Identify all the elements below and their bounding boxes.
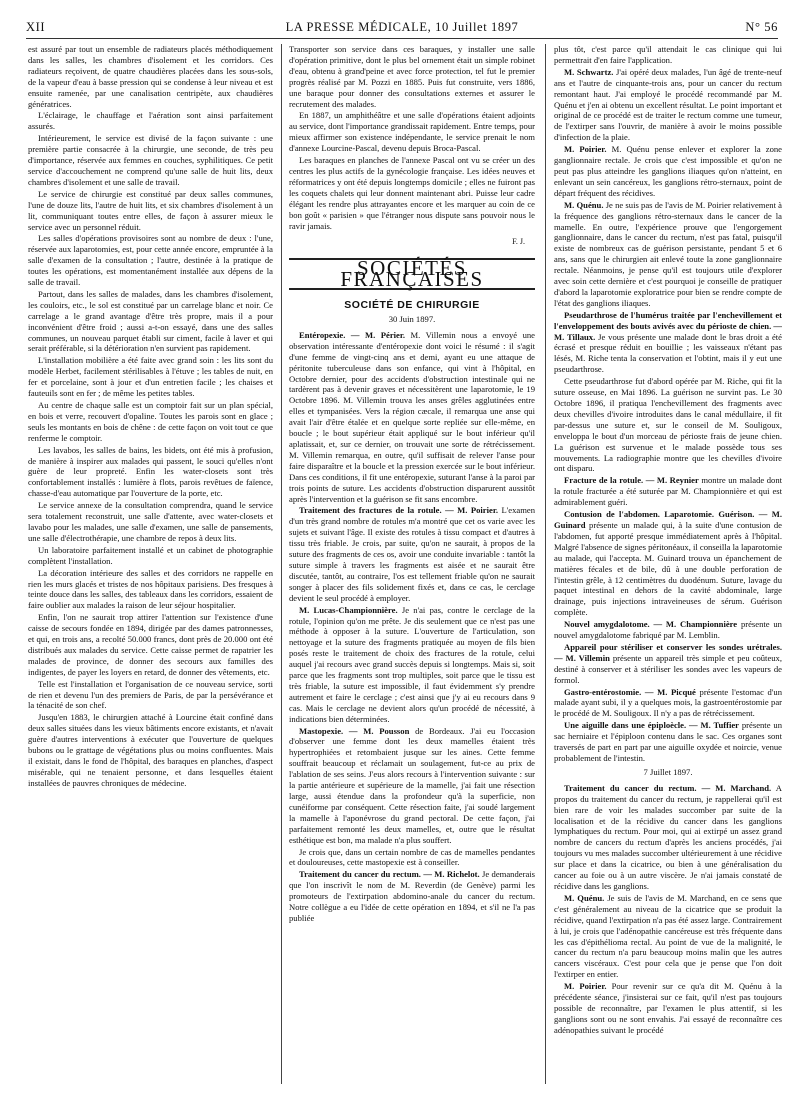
- report-paragraph: [289, 505, 535, 603]
- page-label: XII: [26, 20, 46, 34]
- report-heading: Traitement des fractures de la rotule. — M. Poirier.: [299, 505, 498, 516]
- society-reports: [554, 783, 782, 1036]
- page-header: [26, 16, 778, 39]
- paragraph: Au centre de chaque salle est un comptoir fait sur un plan spécial, en bois et verre, recouvert d'opaline. Toutes les parois sont en glace ; seuls les montants en bois de chêne : de cette façon on voit tout ce que renferme le comptoir.: [28, 400, 273, 443]
- report-heading: Appareil pour stériliser et conserver les sondes urétrales. — M. Villemin: [554, 641, 782, 663]
- report-paragraph: [289, 330, 535, 505]
- report-text: présente un appareil très simple et peu coûteux, destiné à conserver et à stériliser les sondes avec les vapeurs de formol.: [554, 652, 782, 685]
- report-heading: Contusion de l'abdomen. Laparotomie. Guérison. — M. Guinard: [554, 509, 782, 530]
- report-heading: M. Lucas-Championnière.: [299, 604, 398, 615]
- paragraph: Un laboratoire parfaitement installé et un cabinet de photographie complètent l'installation.: [28, 544, 273, 566]
- column-right: [554, 44, 782, 1084]
- report-paragraph: [289, 726, 535, 846]
- column-rule: [545, 44, 546, 1084]
- report-text: A propos du traitement du cancer du rectum, je rappellerai qu'il est bien rare de voir les malades succomber par suite de la localisation et de la récidive du cancer dans les ganglions lymphatiques du rectum. Pour moi, qui ai extirpé un assez grand nombre de cancers du rectum d'après les anciens procédés, j'ai toujours vu mes malades succomber ultérieurement à une récidive sur place et dans la cicatrice, ou bien à une généralisation du cancer au foie ou à un autre viscère. Je n'ai jamais constaté de récidive dans les ganglions.: [554, 782, 782, 891]
- paragraph: Transporter son service dans ces baraques, y installer une salle d'opération primitive, dont le plus bel ornement était un simple robinet d'eau, obtenu à grand'peine et avec force protection, tel fut le premier progrès réalisé par M. Pozzi en 1885. Puis fut construite, vers 1886, une baraque pour donner des consultations externes et assurer le recrutement des malades.: [289, 44, 535, 109]
- society-reports: [289, 330, 535, 924]
- report-paragraph: [554, 783, 782, 892]
- report-paragraph: [554, 619, 782, 641]
- article-continuation: [289, 44, 535, 231]
- report-heading: Pseudarthrose de l'humérus traitée par l'enchevillement et l'enveloppement des bouts avivés avec du périoste de chien. — M. Tillaux.: [554, 309, 782, 342]
- issue-number: N° 56: [745, 20, 778, 34]
- report-heading: Nouvel amygdalotome. — M. Championnière: [564, 619, 738, 630]
- report-paragraph: [554, 310, 782, 375]
- society-title: SOCIÉTÉ DE CHIRURGIE: [344, 299, 480, 312]
- column-rule: [281, 44, 282, 1084]
- section-title: SOCIÉTÉS FRANÇAISES: [289, 258, 535, 290]
- report-heading: Entéropexie. — M. Périer.: [299, 329, 406, 340]
- report-text: présente un nouvel amygdalotome fabriqué par M. Lemblin.: [554, 619, 782, 641]
- report-paragraph: [554, 642, 782, 686]
- report-paragraph: [289, 605, 535, 725]
- report-paragraph: [289, 869, 535, 924]
- report-text: J'ai opéré deux malades, l'un âgé de trente-neuf ans et l'autre de cinquante-trois ans, pour un cancer du rectum remontant haut. J'ai employé le procédé recommandé par M. Quénu et j'en ai obtenu un excellent résultat. Le point important et original de ce procédé est de traiter le rectum comme une tumeur, de l'extirper sans l'ouvrir, de manière à avoir le moins possible d'infection de la plaie.: [554, 66, 782, 143]
- report-text: présente l'estomac d'un malade ayant subi, il y a quelques mois, la gastroentérostomie par le procédé de M. Souligoux. Il n'y a pas de rétrécissement.: [554, 686, 782, 719]
- report-heading: Mastopexie. — M. Pousson: [299, 725, 410, 736]
- author-signature: F. J.: [512, 237, 525, 247]
- report-paragraph: [554, 67, 782, 143]
- report-heading: Traitement du cancer du rectum. — M. Marchand.: [564, 782, 772, 793]
- paragraph: La décoration intérieure des salles et des corridors ne rappelle en rien les murs glacés et tristes de nos hôpitaux parisiens. Des fresques à teinte douce dans les salles, des tableaux dans les corridors, essaient de faire oublier aux malades la raison de leur séjour hospitalier.: [28, 567, 273, 611]
- paragraph: Les salles d'opérations provisoires sont au nombre de deux : l'une, réservée aux laparotomies, est, pour cette année encore, empruntée à la salle d'examen de la consultation ; l'autre, destinée à la pratique de toutes les opérations, est momentanément installée aux dépens de la salle de travail.: [28, 233, 273, 288]
- paragraph: Le service de chirurgie est constitué par deux salles communes, l'une de douze lits, l'autre de huit lits, et six chambres d'isolement à un lit, communiquant toutes entre elles, de façon à assurer mieux le service avec un personnel réduit.: [28, 188, 273, 232]
- report-text: présente un sac herniaire et l'épiploon contenu dans le sac. Ces organes sont traversés de part en part par une aiguille oxydée et noircie, venue probablement de l'intestin.: [554, 720, 782, 763]
- report-text: Pour revenir sur ce qu'a dit M. Quénu à la précédente séance, j'insisterai sur ce fait, qu'il n'est pas toujours possible de reconnaître, par l'examen le plus attentif, si les ganglions sont ou ne sont envahis. J'ai essayé de reconnaître ces adénopathies suivant le procédé: [554, 981, 782, 1035]
- report-heading: M. Poirier.: [564, 981, 607, 992]
- paragraph: Intérieurement, le service est divisé de la façon suivante : une première partie consacrée à la chirurgie, une seconde, de très peu d'importance, réservée aux femmes en couches, syphilitiques. Ce petit service d'accouchement ne comprend qu'une salle de huit lits, deux chambres d'isolement et une salle de travail.: [28, 133, 273, 187]
- report-paragraph: [554, 376, 782, 474]
- report-paragraph: [554, 981, 782, 1036]
- paragraph: Le service annexe de la consultation comprendra, quand le service sera totalement reconstruit, une salle d'attente, avec water-closets et lavabo pour les malades, une salle d'examen, une salle de pansements, une salle d'électrothérapie, une chambre de repos à deux lits.: [28, 500, 273, 543]
- column-middle: [289, 44, 535, 1084]
- report-text: Cette pseudarthrose fut d'abord opérée par M. Riche, qui fit la suture osseuse, en Mai 1896. La guérison ne survint pas. Le 30 Octobre 1896, il pratiqua l'enchevillement des fragments avec deux chevilles d'ivoire introduites dans le canal médullaire, il fit par-dessus une suture et, sur le conseil de M. Souligoux, enveloppa le bout d'un morceau de périoste frais de jeune chien. La guérison est survenue et le malade possède tous ses mouvements. La radiographie montre que les chevilles d'ivoire ont disparu.: [554, 376, 782, 474]
- report-heading: M. Quénu.: [564, 892, 605, 903]
- report-heading: M. Quénu.: [564, 199, 604, 210]
- society-reports: [554, 44, 782, 764]
- report-paragraph: [554, 475, 782, 508]
- journal-title: LA PRESSE MÉDICALE, 10 Juillet 1897: [285, 20, 519, 34]
- report-paragraph: [554, 509, 782, 618]
- report-text: Je vous présente une malade dont le bras droit a été écrasé et presque réduit en bouillie ; les vaisseaux n'étant pas lésés, M. Riche tenta la conservation et l'obtint, mais il y eut une pseudarthrose.: [554, 331, 782, 375]
- report-heading: Traitement du cancer du rectum. — M. Richelot.: [299, 869, 480, 880]
- report-text: M. Quénu pense enlever et explorer la zone ganglionnaire rectale. Je crois que c'est impossible et qu'on ne peut pas plus atteindre les ganglions iliaques qu'on n'atteint, en enlevant un sein cancéreux, les ganglions rétro-sternaux, point de départ fréquent des récidives.: [554, 144, 782, 198]
- report-text: plus tôt, c'est parce qu'il attendait le cas clinique qui lui permettrait d'en faire l'application.: [554, 44, 782, 65]
- report-paragraph: [554, 893, 782, 980]
- session-date: 30 Juin 1897.: [388, 314, 436, 325]
- paragraph: Enfin, l'on ne saurait trop attirer l'attention sur l'existence d'une caisse de secours fondée en 1894, dirigée par des dames patronnesses, et qui, en trois ans, a recolté 50.000 francs, dont près de 20.000 ont été distribués aux malades du service. Cette caisse permet de rapatrier les malades de province, de donner des secours aux familles des indigentes, de payer les loyers en retard, de donner des vêtements, etc.: [28, 612, 273, 677]
- report-text: Je demanderais que l'on inscrivît le nom de M. Reverdin (de Genève) parmi les promoteurs de l'extirpation abdomino-anale du cancer du rectum. Notre collègue a eu l'idée de cette opération en 1894, et s'il ne l'a pas publiée: [289, 869, 535, 923]
- report-text: Je crois que, dans un certain nombre de cas de mamelles pendantes et douloureuses, cette mastopexie est à conseiller.: [289, 846, 535, 868]
- paragraph: L'éclairage, le chauffage et l'aération sont ainsi parfaitement assurés.: [28, 110, 273, 132]
- report-paragraph: [554, 687, 782, 720]
- column-left: [28, 44, 273, 1084]
- report-text: M. Villemin nous a envoyé une observation intéressante d'entéropexie dont voici le résumé : il s'agit d'une femme de vingt-cinq ans et demi, ayant eu une attaque de péritonite tuberculeuse dans son enfance, qui vint à l'hôpital, en Octobre dernier, pour des accidents d'obstruction intestinale qui ne tardèrent pas à devenir graves et nécessitèrent une laparotomie, le 19 Octobre 1896. M. Villemin trouva les anses grêles agglutinées entre elles et tympanisées. Vers la région cæcale, il remarqua une anse qui avait l'air d'être étalée et en quelque sorte repliée sur elle-même, en boucle ; le bout supérieur était appliqué sur le bout inférieur qu'il aplatissait, et, sur ce dernier, on trouvait une sorte de rétrécissement. M. Villemin remarqua, en outre, qu'il suffisait de relever l'anse pour faire disparaître et la boucle et la pression exercée sur le bout inférieur. Dans ces conditions, il fit une entéropexie, suturant l'anse à la paroi par trois points de suture. Les accidents d'obstruction disparurent aussitôt après l'intervention et la guérison se fit sans encombre.: [289, 329, 535, 504]
- report-paragraph: [554, 200, 782, 309]
- report-heading: M. Schwartz.: [564, 66, 614, 77]
- report-text: Je ne suis pas de l'avis de M. Poirier relativement à la fréquence des ganglions rétro-sternaux dans le cancer de la mamelle. En outre, l'expérience prouve que l'engorgement ganglionnaire, dans le cancer du rectum, n'est pas fatal, puisqu'il existe de nombreux cas de guérison persistante, pendant 5 et 6 ans, sans que le chirurgien ait enlevé toute la zone ganglionnaire rectale. Néanmoins, je pense qu'il est toujours utile d'explorer avec soin cette dernière et c'est pourquoi je conseille de pratiquer d'abord la laparotomie exploratrice pour bien se rendre compte de l'état des ganglions iliaques.: [554, 199, 782, 308]
- report-text: montre un malade dont la rotule fracturée a été suturée par M. Championnière et qui est admirablement guéri.: [554, 475, 782, 508]
- report-heading: M. Poirier.: [564, 144, 607, 155]
- paragraph: Les lavabos, les salles de bains, les bidets, ont été mis à profusion, de manière à inspirer aux malades qui passent, le souci qu'elles n'ont guère de leur propreté. Enfin les water-closets sont très confortablement installés : lumière à flots, parois revêtues de faïence, chasse-d'eau automatique par l'ouverture de la porte, etc.: [28, 444, 273, 499]
- report-text: présente un malade qui, à la suite d'une contusion de l'abdomen, fut apporté presque immédiatement après à l'hôpital. Malgré l'absence de signes péritonéaux, il conseilla la laparotomie au malade, qui l'accepta. M. Guinard trouva un épanchement de matières fécales et de bile, dû à une double perforation de l'intestin grêle, à 12 centimètres du duodénum. Suture, lavage du paquet intestinal en dehors de la cavité abdominale, large drainage, puis injections intraveineuses de sérum. Guérison complète.: [554, 519, 782, 618]
- paragraph: Les baraques en planches de l'annexe Pascal ont vu se créer un des centres les plus actifs de la gynécologie française. Les idées neuves et réformatrices y ont été depuis longtemps domicile ; elles ne fuiront pas les coquets chalets qui leur donnent maintenant abri. Puisse leur cadre élégant les rendre plus attrayantes encore et les marquer au coin de ce bon goût « parisien » que l'étranger nous dispute sans pouvoir nous le ravir jamais.: [289, 155, 535, 231]
- report-paragraph: [554, 144, 782, 199]
- report-heading: Une aiguille dans une épiploècle. — M. Tuffier: [564, 720, 739, 731]
- report-paragraph: [554, 44, 782, 66]
- paragraph: Jusqu'en 1883, le chirurgien attaché à Lourcine était confiné dans deux salles situées dans les vieux bâtiments encore existants, et n'avait guère d'autres interventions à exécuter que l'ouverture de quelques bubons ou le grattage de végétations plus ou moins confluentes. Mais il existait, dans le fond de l'hôpital, des baraques en planches, d'aspect misérable, qui ne tenaient personne, et dans lesquelles étaient installées de pauvres chroniques de médecine.: [28, 712, 273, 788]
- paragraph: Partout, dans les salles de malades, dans les chambres d'isolement, les couloirs, etc., le sol est constitué par un carrelage blanc et noir. Ce carrelage a le grand avantage d'être très propre, mais il a pour inconvénient d'être froid ; aussi a-t-on essayé, dans une des salles communes, un nouveau parquet établi sur ciment, facile à laver et qui serait préférable, si la détérioration n'en survient pas rapidement.: [28, 288, 273, 354]
- report-text: Je n'ai pas, contre le cerclage de la rotule, l'opinion qu'on me prête. Je dis seulement que ce n'est pas une méthode à opposer à la suture. L'ouverture de l'articulation, son nettoyage et la suture des fragments pratiquée au moyen de fils bien posés reste le traitement de choix des fractures de la rotule, celui auquel j'ai recours avec grand succès depuis si longtemps. Mais si, soit parce que les fragments sont trop multiples, soit parce que le tissu est très friable, la suture est impossible, il faut évidemment s'y prendre autrement et faire le cerclage ; c'est ainsi que j'y ai eu recours dans 9 cas. Mais le cerclage ne devient alors qu'un procédé de nécessité, à indications bien déterminées.: [289, 604, 535, 724]
- report-text: Je suis de l'avis de M. Marchand, en ce sens que c'est généralement au niveau de la cicatrice que se produit la récidive, quand l'extirpation n'a pas été assez large. Contrairement à lui, je crois que l'adénopathie cancéreuse est très fréquente dans les cas d'épithélioma rectal. Au point de vue de la malignité, le cancer du rectum n'a paru beaucoup moins malin que les autres cancers viscéraux. C'est pour cela que je pense que l'on doit l'extirper en entier.: [554, 892, 782, 980]
- report-paragraph: [554, 720, 782, 764]
- paragraph: Telle est l'installation et l'organisation de ce nouveau service, sorti de rien et devenu l'un des premiers de Paris, de par la persévérance et la ténacité de son chef.: [28, 678, 273, 711]
- report-text: de Bordeaux. J'ai eu l'occasion d'observer une femme dont les deux mamelles étaient très hypertrophiées et retombaient jusque sur les aines. Cette femme souffrait beaucoup et réclamait un soulagement, fut-ce au prix de l'ablation de ses seins. J'eus alors recours à l'intervention suivante : sur la partie antérieure et supérieure de la mamelle, j'ai fait une résection large, aussi étendue dans la profondeur qu'à la superficie, non cunéiforme par conséquent. Cette résection faite, j'ai soudé largement la mamelle à l'aponévrose du grand pectoral. De cette façon, j'ai parfaitement remonté les deux mamelles, et, outre que le résultat esthétique est bon, ma malade n'a plus souffert.: [289, 725, 535, 845]
- report-heading: Gastro-entérostomie. — M. Picqué: [564, 686, 696, 697]
- paragraph: est assuré par tout un ensemble de radiateurs placés méthodiquement dans les salles, les chambres d'isolement et les corridors. Ces radiateurs reçoivent, de quatre chaudières placées dans les sous-sols, de la vapeur d'eau à basse pression qui se condense à leur niveau et est ensuite ramenée, par une canalisation centripète, aux chaudières génératrices.: [28, 44, 273, 109]
- report-heading: Fracture de la rotule. — M. Reynier: [564, 475, 699, 486]
- report-text: L'examen d'un très grand nombre de rotules m'a montré que cet os varie avec les sujets et suivant l'âge. Il existe des rotules à tissu compact et d'autres à tissu très friable. Je crois, par suite, qu'on ne saurait, à propos de la suture des fragments de ces os, avoir une conduite invariable : tantôt la suture simple à travers les fragments est aisée et ne saurait être discutée, tantôt, au contraire, l'os est tellement friable qu'on ne saurait songer à placer des fils solidement fixés et, dans ce cas, le cerclage devient le seul procédé à employer.: [289, 505, 535, 603]
- report-paragraph: [289, 847, 535, 869]
- paragraph: L'installation mobilière a été faite avec grand soin : les lits sont du modèle Herbet, facilement stérilisables à l'étuve ; les tables de nuit, en fer et porcelaine, sont à jour et d'un entretien facile ; les chaises et fauteuils sont en fer ; de même les petites tables.: [28, 355, 273, 399]
- paragraph: En 1887, un amphithéâtre et une salle d'opérations étaient adjoints au service, dont l'importance grandissait rapidement. Entre temps, pour mieux affirmer son existence indépendante, le service prenait le nom d'annexe Lourcine-Pascal, devenu depuis Broca-Pascal.: [289, 110, 535, 154]
- session-date: 7 Juillet 1897.: [643, 766, 693, 777]
